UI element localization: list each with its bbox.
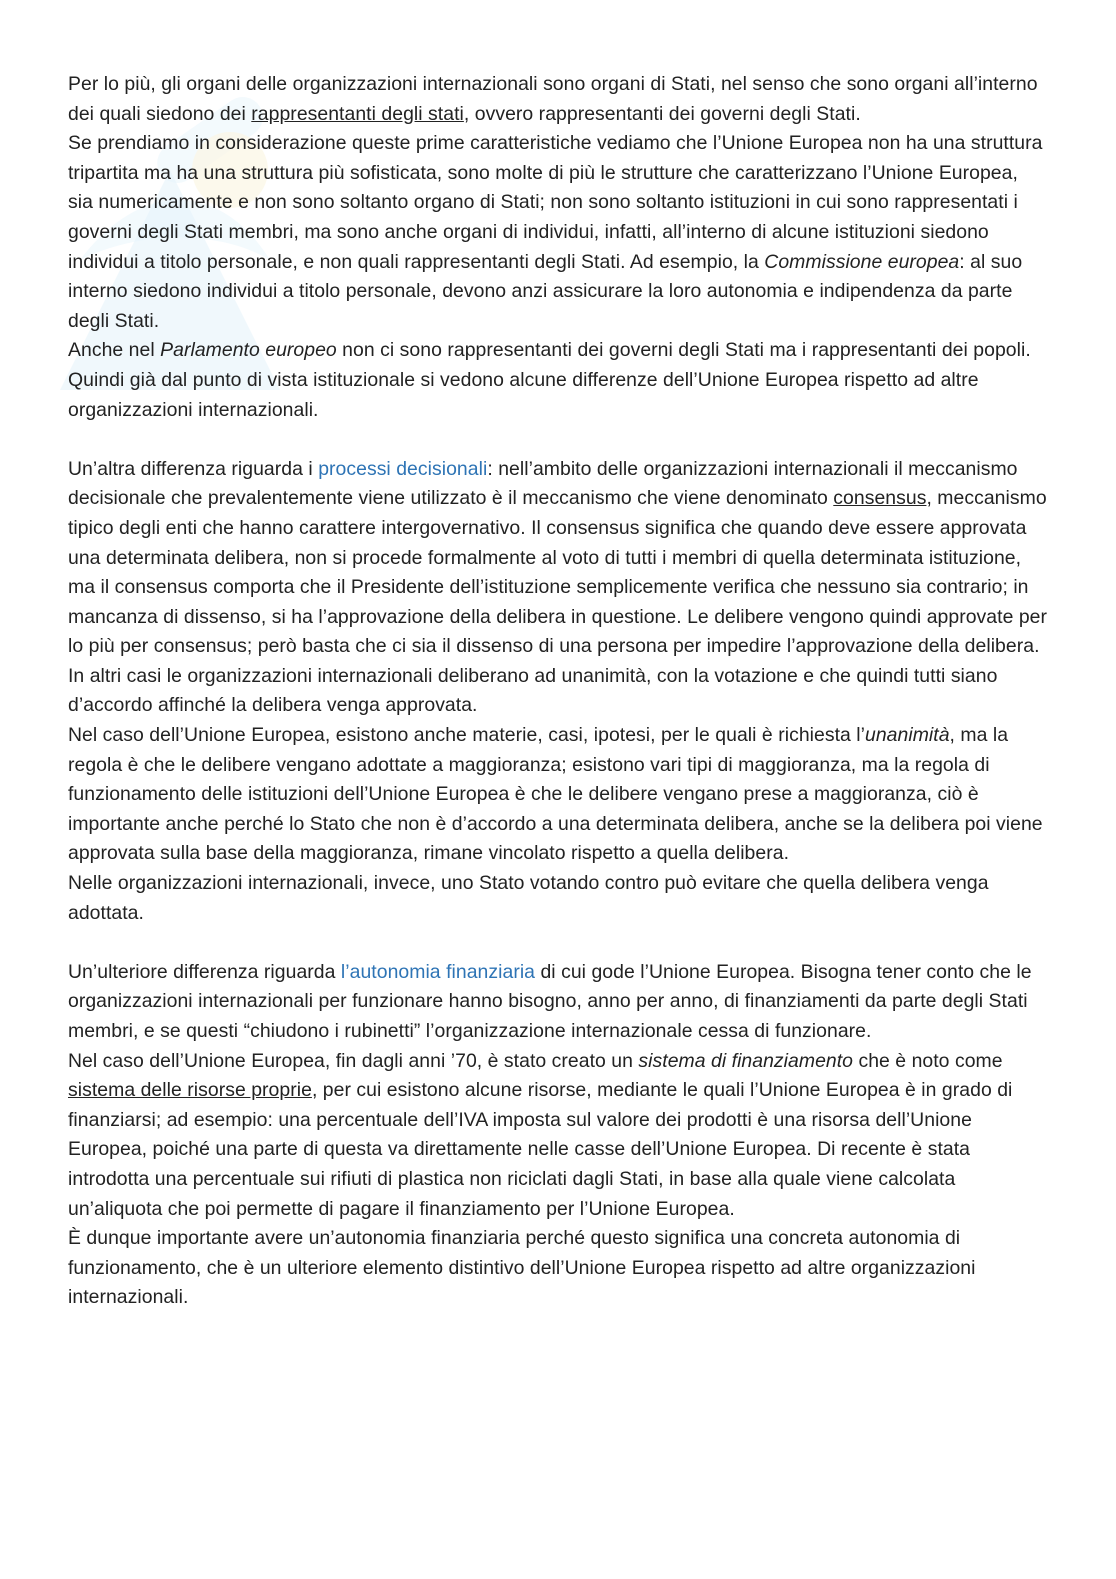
paragraph-3: Anche nel Parlamento europeo non ci sono rappresentanti dei governi degli Stati ma i rappresentanti dei popoli. [68, 339, 1031, 362]
italic-term: Commissione europea [764, 250, 960, 273]
paragraph-6: Nel caso dell’Unione Europea, esistono anche materie, casi, ipotesi, per le quali è richiesta l’unanimità, ma la regola è che le delibere vengano adottate a maggioranza; esistono vari tipi di maggioranza, ma la regola di funzionamento delle istituzioni dell’Unione Europea è che le delibere vengano prese a maggioranza, ciò è importante anche perché lo Stato che non è d’accordo a una determinata delibera, anche se la delibera poi viene approvata sulla base della maggioranza, rimane vincolato rispetto a quella delibera. [68, 724, 1043, 865]
paragraph-8: Un’ulteriore differenza riguarda l’autonomia finanziaria di cui gode l’Unione Europea. Bisogna tener conto che le organizzazioni internazionali per funzionare hanno bisogno, anno per anno, di finanziamenti da parte degli Stati membri, e se questi “chiudono i rubinetti” l’organizzazione internazionale cessa di funzionare. [68, 960, 1032, 1042]
highlighted-term: processi decisionali [318, 457, 488, 480]
paragraph-2: Se prendiamo in considerazione queste prime caratteristiche vediamo che l’Unione Europea non ha una struttura tripartita ma ha una struttura più sofisticata, sono molte di più le strutture che caratterizzano l’Unione Europea, sia numericamente e non sono soltanto organo di Stati; non sono soltanto istituzioni in cui sono rappresentati i governi degli Stati membri, ma sono anche organi di individui, infatti, all’interno di alcune istituzioni siedono individui a titolo personale, e non quali rappresentanti degli Stati. Ad esempio, la Commissione europea: al suo interno siedono individui a titolo personale, devono anzi assicurare la loro autonomia e indipendenza da parte degli Stati. [68, 132, 1043, 332]
document-body [68, 70, 1048, 1313]
italic-term: Parlamento europeo [160, 339, 337, 362]
italic-term: unanimità [865, 724, 950, 747]
paragraph-9: Nel caso dell’Unione Europea, fin dagli anni ’70, è stato creato un sistema di finanziamento che è noto come sistema delle risorse proprie, per cui esistono alcune risorse, mediante le quali l’Unione Europea è in grado di finanziarsi; ad esempio: una percentuale dell’IVA imposta sul valore dei prodotti è una risorsa dell’Unione Europea, poiché una parte di questa va direttamente nelle casse dell’Unione Europea. Di recente è stata introdotta una percentuale sui rifiuti di plastica non riciclati dagli Stati, in base alla quale viene calcolata un’aliquota che poi permette di pagare il finanziamento per l’Unione Europea. [68, 1049, 1013, 1220]
paragraph-7: Nelle organizzazioni internazionali, invece, uno Stato votando contro può evitare che quella delibera venga adottata. [68, 872, 989, 924]
underlined-term: consensus [833, 487, 927, 510]
paragraph-5: Un’altra differenza riguarda i processi decisionali: nell’ambito delle organizzazioni internazionali il meccanismo decisionale che prevalentemente viene utilizzato è il meccanismo che viene denominato consensus, meccanismo tipico degli enti che hanno carattere intergovernativo. Il consensus significa che quando deve essere approvata una determinata delibera, non si procede formalmente al voto di tutti i membri di quella determinata istituzione, ma il consensus comporta che il Presidente dell’istituzione semplicemente verifica che nessuno sia contrario; in mancanza di dissenso, si ha l’approvazione della delibera in questione. Le delibere vengono quindi approvate per lo più per consensus; però basta che ci sia il dissenso di una persona per impedire l’approvazione della delibera. In altri casi le organizzazioni internazionali deliberano ad unanimità, con la votazione e che quindi tutti siano d’accordo affinché la delibera venga approvata. [68, 457, 1048, 717]
paragraph-gap [68, 928, 1048, 958]
paragraph-4: Quindi già dal punto di vista istituzionale si vedono alcune differenze dell’Unione Europea rispetto ad altre organizzazioni internazionali. [68, 368, 979, 421]
paragraph-gap [68, 425, 1048, 455]
underlined-term: sistema delle risorse proprie [68, 1079, 312, 1102]
paragraph-1: Per lo più, gli organi delle organizzazioni internazionali sono organi di Stati, nel senso che sono organi all’interno dei quali siedono dei rappresentanti degli stati, ovvero rappresentanti dei governi degli Stati. [68, 73, 1038, 125]
highlighted-term: l’autonomia finanziaria [340, 960, 536, 983]
italic-term: sistema di finanziamento [638, 1049, 854, 1072]
underlined-term: rappresentanti degli stati [251, 102, 464, 125]
paragraph-10: È dunque importante avere un’autonomia finanziaria perché questo significa una concreta autonomia di funzionamento, che è un ulteriore elemento distintivo dell’Unione Europea rispetto ad altre organizzazioni internazionali. [68, 1227, 976, 1309]
